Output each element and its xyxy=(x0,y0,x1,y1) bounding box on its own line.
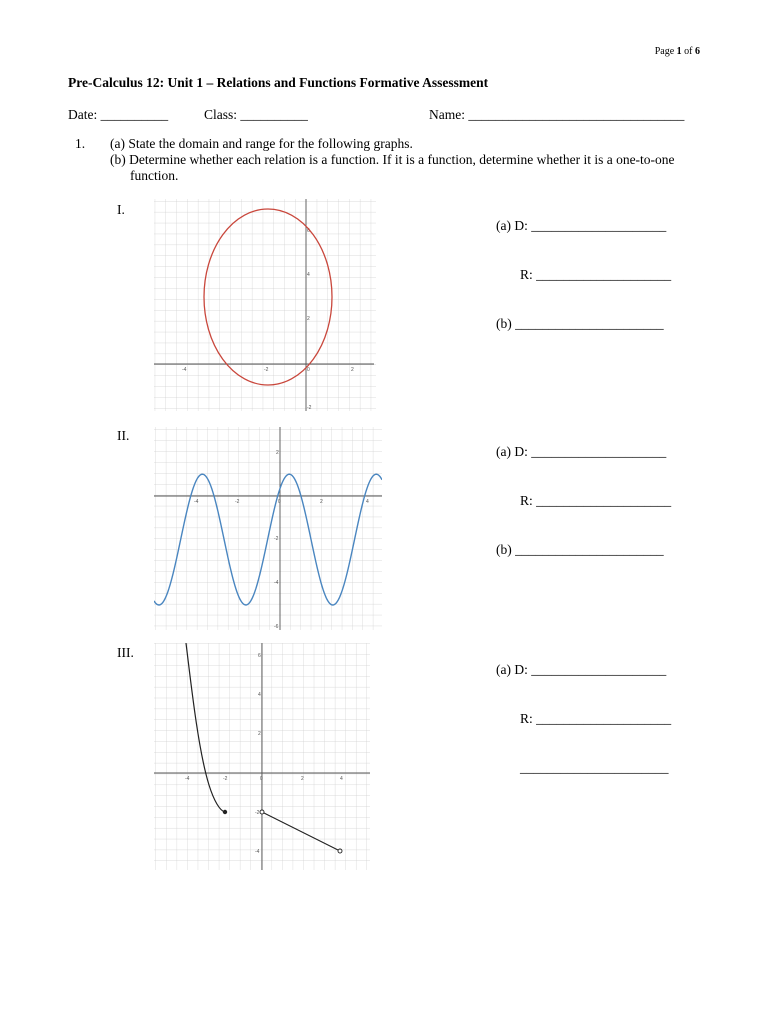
x-tick-label: 4 xyxy=(340,776,343,782)
y-tick-label: 6 xyxy=(258,653,261,659)
y-tick-label: -4 xyxy=(274,580,279,586)
y-tick-label: -6 xyxy=(274,624,279,630)
graph-3-range-blank: R: ____________________ xyxy=(520,711,672,726)
x-tick-label: 4 xyxy=(366,499,369,505)
graph-2-sine xyxy=(154,427,382,630)
y-tick-label: 4 xyxy=(258,692,261,698)
x-tick-label: 2 xyxy=(301,776,304,782)
y-tick-label: -2 xyxy=(307,405,312,411)
open-endpoint xyxy=(260,810,264,814)
page-current: 1 xyxy=(676,46,682,57)
class-field: Class: __________ xyxy=(204,107,308,122)
x-tick-label: -2 xyxy=(223,776,228,782)
question-part-a: (a) State the domain and range for the following graphs. xyxy=(110,136,413,151)
graph-1-circle xyxy=(154,199,376,411)
y-tick-label: 2 xyxy=(307,316,310,322)
x-tick-label: -2 xyxy=(235,499,240,505)
document-title: Pre-Calculus 12: Unit 1 – Relations and Functions Formative Assessment xyxy=(68,75,489,90)
x-tick-label: -2 xyxy=(264,367,269,373)
graph-1-domain-blank: (a) D: ____________________ xyxy=(496,218,667,233)
y-tick-label: -2 xyxy=(255,810,260,816)
graph-2-function-blank: (b) ______________________ xyxy=(496,542,664,557)
question-number: 1. xyxy=(75,136,86,151)
page-total: 6 xyxy=(695,46,700,57)
graph-label-3: III. xyxy=(117,645,134,660)
graph-label-2: II. xyxy=(117,428,130,443)
graph-label-1: I. xyxy=(117,202,125,217)
graph-1-function-blank: (b) ______________________ xyxy=(496,316,664,331)
y-tick-label: -4 xyxy=(255,849,260,855)
x-tick-label: -4 xyxy=(185,776,190,782)
y-tick-label: 6 xyxy=(307,228,310,234)
open-endpoint xyxy=(338,849,342,853)
question-part-b-cont: function. xyxy=(130,168,179,183)
name-field: Name: ________________________________ xyxy=(429,107,685,122)
x-tick-label: 0 xyxy=(307,367,310,373)
x-tick-label: -4 xyxy=(182,367,187,373)
x-tick-label: -4 xyxy=(194,499,199,505)
page-of: of xyxy=(684,46,693,57)
graph-3-piecewise xyxy=(154,643,370,870)
closed-endpoint xyxy=(223,810,227,814)
x-tick-label: 0 xyxy=(260,776,263,782)
graph-2-domain-blank: (a) D: ____________________ xyxy=(496,444,667,459)
x-tick-label: 2 xyxy=(351,367,354,373)
y-tick-label: 4 xyxy=(307,272,310,278)
x-tick-label: 0 xyxy=(278,499,281,505)
y-tick-label: 2 xyxy=(276,450,279,456)
y-tick-label: 2 xyxy=(258,731,261,737)
page-number xyxy=(655,46,700,57)
graph-3-domain-blank: (a) D: ____________________ xyxy=(496,662,667,677)
y-tick-label: -2 xyxy=(274,536,279,542)
x-tick-label: 2 xyxy=(320,499,323,505)
graph-3-function-blank: ______________________ xyxy=(520,760,669,775)
page-prefix: Page xyxy=(654,46,675,57)
date-field: Date: __________ xyxy=(68,107,169,122)
graph-2-range-blank: R: ____________________ xyxy=(520,493,672,508)
question-part-b: (b) Determine whether each relation is a function. If it is a function, determine whether it is a one-to-one xyxy=(110,152,675,167)
graph-1-range-blank: R: ____________________ xyxy=(520,267,672,282)
